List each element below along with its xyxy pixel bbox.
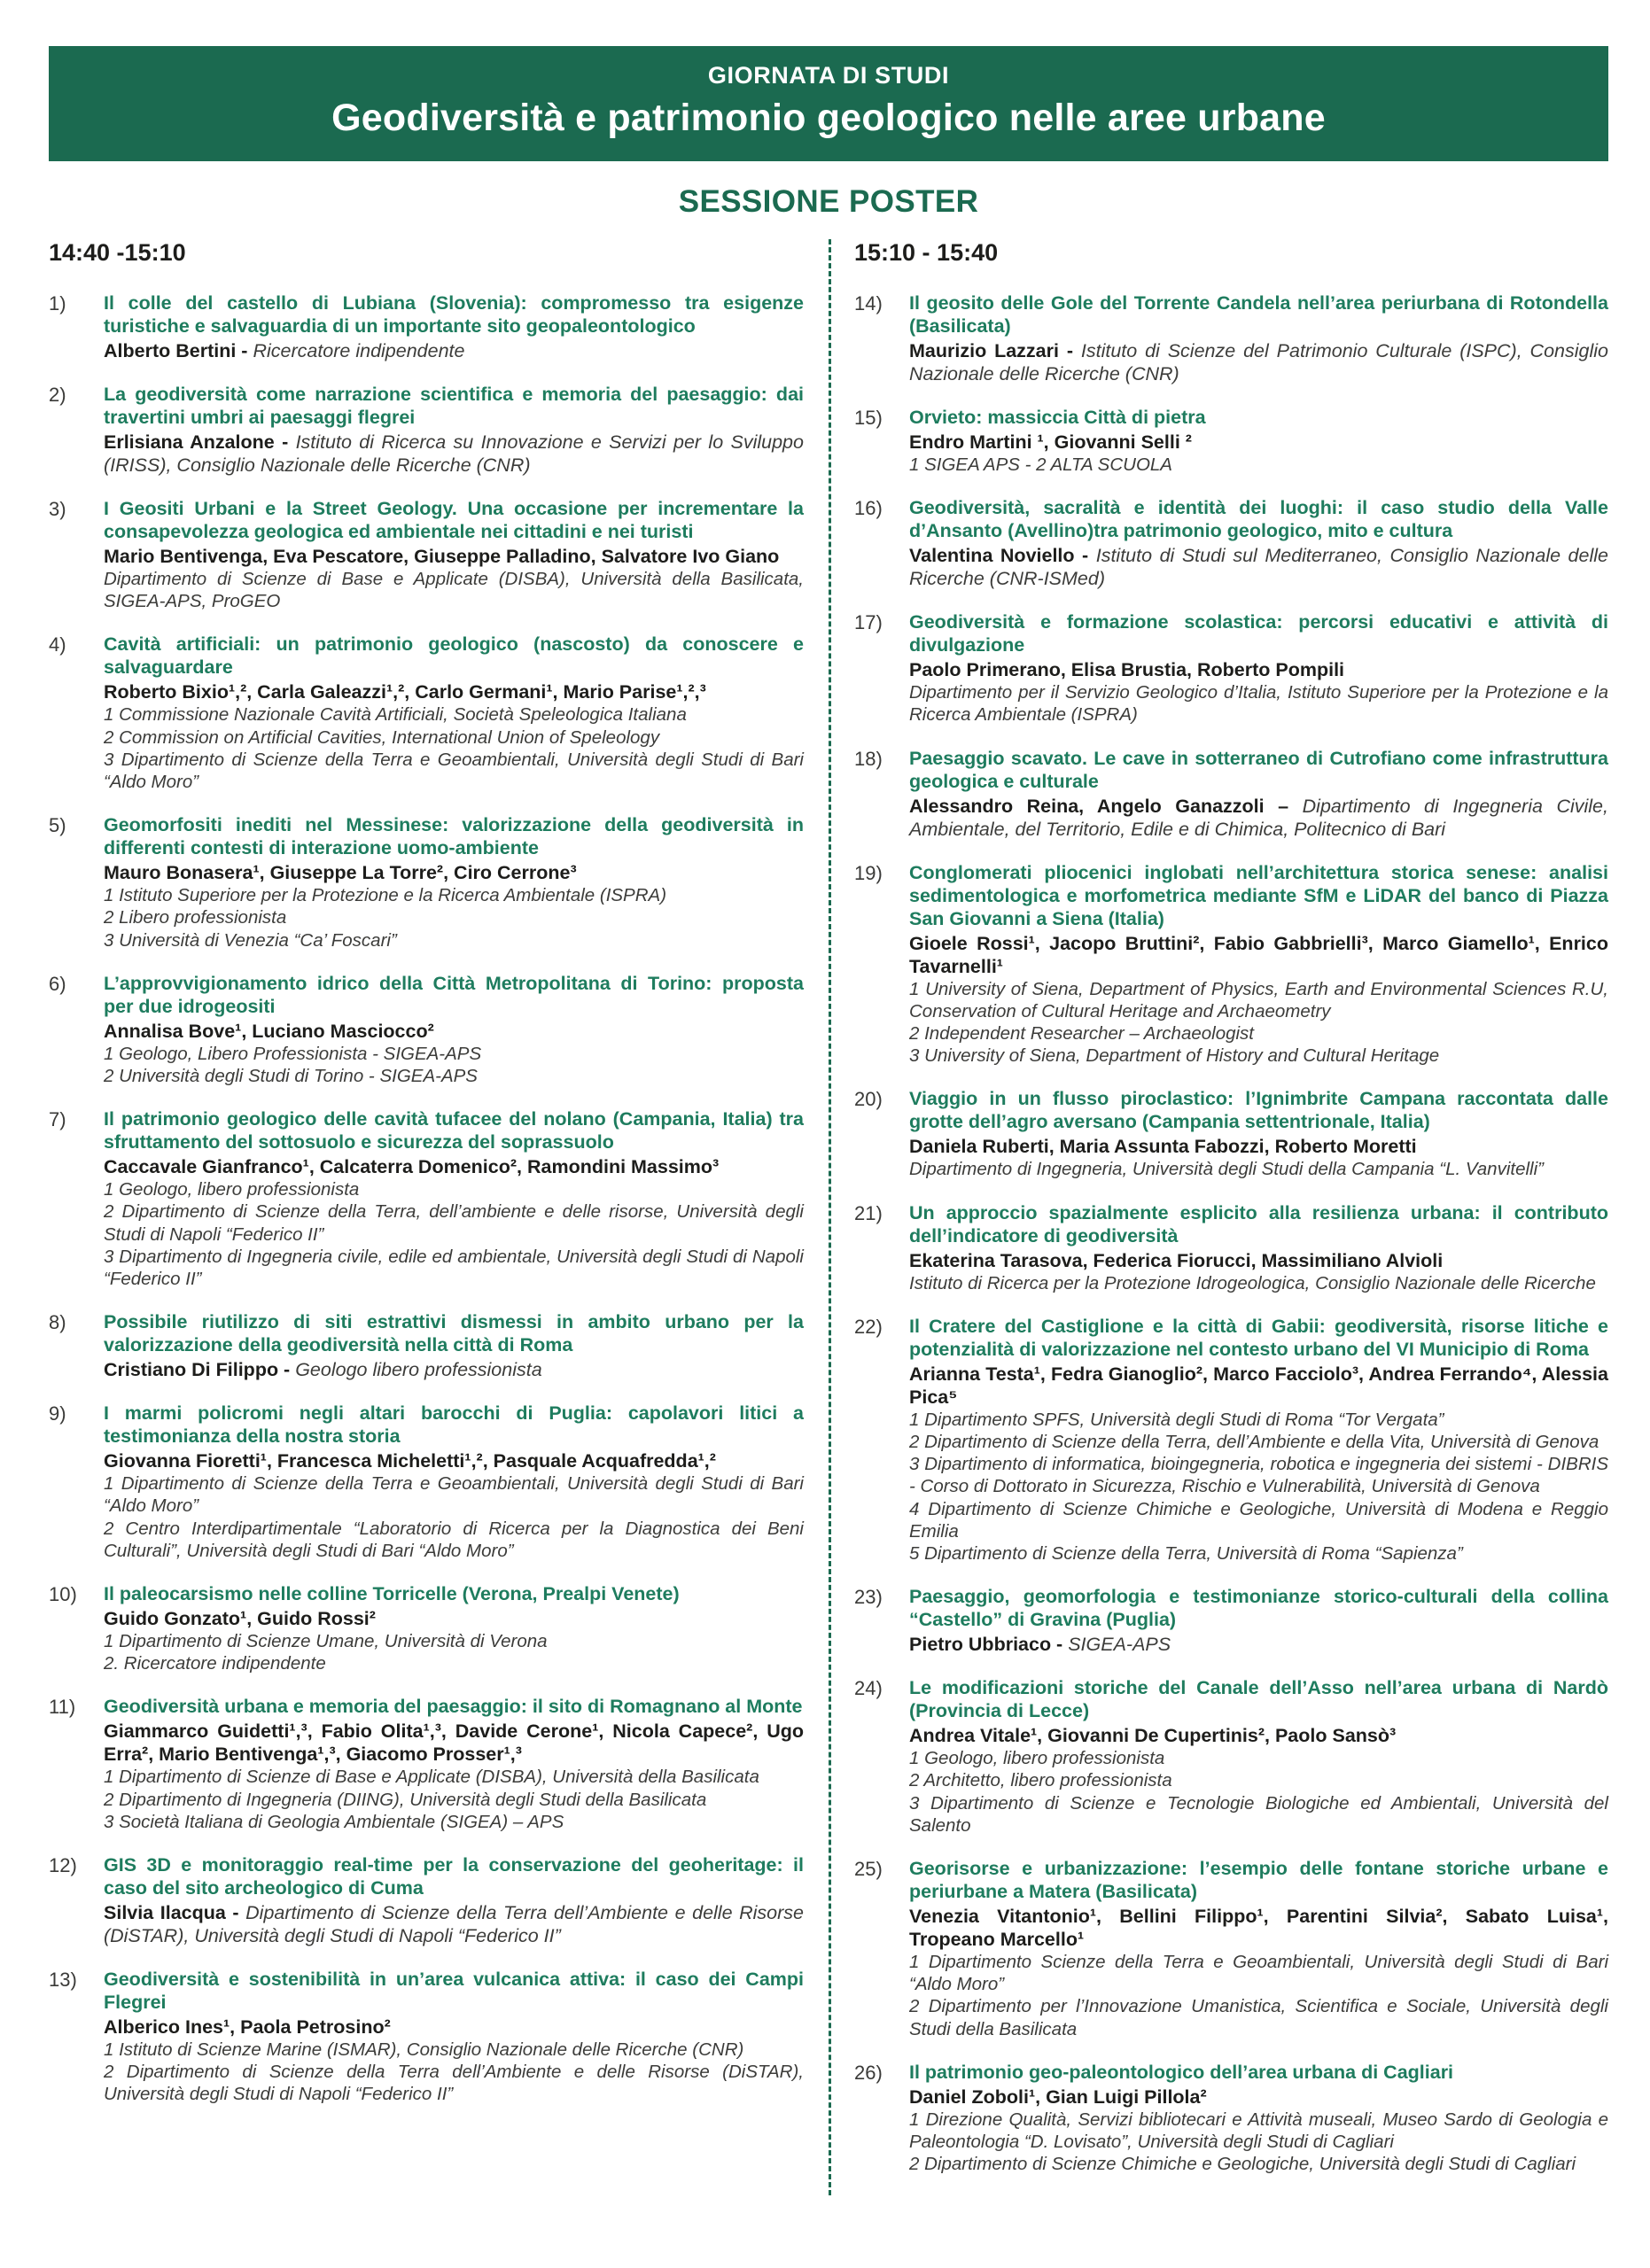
poster-item bbox=[49, 1107, 804, 1290]
item-author-names: Mauro Bonasera¹, Giuseppe La Torre², Ciro Cerrone³ bbox=[104, 862, 577, 884]
item-affiliation: Dipartimento di Ingegneria, Università degli Studi della Campania “L. Vanvitelli” bbox=[909, 1159, 1544, 1180]
poster-item bbox=[49, 1582, 804, 1674]
item-body bbox=[909, 1676, 1608, 1837]
item-authors bbox=[909, 658, 1608, 681]
item-author-names: Alberico Ines¹, Paola Petrosino² bbox=[104, 2016, 391, 2039]
item-title: L’approvvigionamento idrico della Città Metropolitana di Torino: proposta per due idrogeositi bbox=[104, 972, 804, 1017]
poster-item bbox=[49, 633, 804, 793]
item-authors bbox=[909, 2085, 1608, 2109]
item-author-names: Ekaterina Tarasova, Federica Fiorucci, Massimiliano Alvioli bbox=[909, 1249, 1444, 1271]
item-author-names: Daniela Ruberti, Maria Assunta Fabozzi, Roberto Moretti bbox=[909, 1136, 1417, 1158]
item-affiliation-inline: Istituto di Ricerca su Innovazione e Servizi per lo Sviluppo (IRISS), Consiglio Nazionale delle Ricerche (CNR) bbox=[104, 431, 804, 476]
item-number: 10) bbox=[49, 1583, 77, 1606]
item-affiliation: 5 Dipartimento di Scienze della Terra, Università di Roma “Sapienza” bbox=[909, 1543, 1463, 1565]
item-body bbox=[104, 1582, 804, 1674]
item-affiliation: 2 Dipartimento di Scienze della Terra, dell’ambiente e delle risorse, Università degli Studi di Napoli “Federico II” bbox=[104, 1201, 804, 1245]
item-title: Il patrimonio geologico delle cavità tufacee del nolano (Campania, Italia) tra sfruttamento del sottosuolo e sicurezza del soprassuolo bbox=[104, 1108, 804, 1153]
item-list-right bbox=[854, 291, 1608, 2175]
item-body bbox=[104, 972, 804, 1087]
item-author-names: Annalisa Bove¹, Luciano Masciocco² bbox=[104, 1020, 434, 1042]
item-affiliation: 1 Dipartimento di Scienze Umane, Università di Verona bbox=[104, 1631, 548, 1652]
poster-item bbox=[49, 291, 804, 362]
item-title: Geodiversità e sostenibilità in un’area vulcanica attiva: il caso dei Campi Flegrei bbox=[104, 1969, 804, 2014]
item-affiliation: 2 Dipartimento di Scienze della Terra dell’Ambiente e delle Risorse (DiSTAR), Università degli Studi di Napoli “Federico II” bbox=[104, 2062, 804, 2105]
item-title: Un approccio spazialmente esplicito alla resilienza urbana: il contributo dell’indicatore di geodiversità bbox=[909, 1201, 1608, 1247]
item-number: 24) bbox=[854, 1677, 883, 1700]
item-affiliation-inline: Dipartimento di Ingegneria Civile, Ambientale, del Territorio, Edile e di Chimica, Politecnico di Bari bbox=[909, 795, 1608, 840]
poster-item bbox=[49, 1695, 804, 1833]
item-body bbox=[909, 1201, 1608, 1294]
item-body bbox=[909, 2061, 1608, 2176]
item-authors bbox=[909, 1135, 1608, 1158]
item-authors bbox=[104, 1720, 804, 1766]
item-body bbox=[104, 497, 804, 612]
item-number: 4) bbox=[49, 633, 66, 656]
item-author-names: Paolo Primerano, Elisa Brustia, Roberto Pompili bbox=[909, 659, 1345, 681]
item-body bbox=[909, 1585, 1608, 1656]
time-slot-right: 15:10 - 15:40 bbox=[854, 239, 999, 266]
item-title: Georisorse e urbanizzazione: l’esempio delle fontane storiche urbane e periurbane a Matera (Basilicata) bbox=[909, 1858, 1608, 1903]
poster-item bbox=[854, 291, 1608, 385]
item-body bbox=[909, 1087, 1608, 1180]
item-authors bbox=[104, 431, 804, 477]
item-affiliation: 3 Dipartimento di Ingegneria civile, edile ed ambientale, Università degli Studi di Napoli “Federico II” bbox=[104, 1246, 804, 1290]
item-affiliation: 2 Dipartimento di Scienze della Terra, dell’Ambiente e della Vita, Università di Genova bbox=[909, 1432, 1599, 1453]
item-title: Il Cratere del Castiglione e la città di Gabii: geodiversità, risorse litiche e potenzialità di valorizzazione nel contesto urbano del VI Municipio di Roma bbox=[909, 1315, 1608, 1360]
item-affiliation: 2 Dipartimento di Ingegneria (DIING), Università degli Studi della Basilicata bbox=[104, 1789, 707, 1810]
item-number: 9) bbox=[49, 1402, 66, 1425]
item-author-names: Maurizio Lazzari - bbox=[909, 340, 1073, 361]
item-body bbox=[909, 496, 1608, 590]
item-affiliation: 2 Dipartimento per l’Innovazione Umanistica, Scientifica e Sociale, Università degli Studi della Basilicata bbox=[909, 1996, 1608, 2039]
item-affiliation: 1 Commissione Nazionale Cavità Artificiali, Società Speleologica Italiana bbox=[104, 704, 687, 726]
item-body bbox=[104, 1968, 804, 2106]
event-kicker: GIORNATA DI STUDI bbox=[707, 62, 950, 89]
item-authors bbox=[104, 1901, 804, 1947]
item-title: Geodiversità e formazione scolastica: percorsi educativi e attività di divulgazione bbox=[909, 611, 1608, 656]
item-affiliation: 1 Geologo, Libero Professionista - SIGEA-APS bbox=[104, 1043, 482, 1064]
item-affiliation: 1 Geologo, libero professionista bbox=[909, 1748, 1165, 1769]
item-body bbox=[909, 610, 1608, 726]
item-body bbox=[104, 1695, 804, 1833]
item-affiliation: 3 University of Siena, Department of History and Cultural Heritage bbox=[909, 1045, 1440, 1067]
item-affiliation: 2 Libero professionista bbox=[104, 907, 287, 928]
item-affiliation: 2 Centro Interdipartimentale “Laboratorio di Ricerca per la Diagnostica dei Beni Culturali”, Università degli Studi di Bari “Aldo Moro” bbox=[104, 1518, 804, 1561]
item-body bbox=[104, 383, 804, 477]
item-author-names: Roberto Bixio¹,², Carla Galeazzi¹,², Carlo Germani¹, Mario Parise¹,²,³ bbox=[104, 681, 706, 703]
item-affiliation-inline: Ricercatore indipendente bbox=[253, 340, 465, 361]
item-body bbox=[909, 406, 1608, 476]
item-number: 6) bbox=[49, 972, 66, 995]
item-authors bbox=[909, 544, 1608, 590]
item-number: 17) bbox=[854, 611, 883, 634]
item-title: I Geositi Urbani e la Street Geology. Una occasione per incrementare la consapevolezza geologica ed ambientale nei cittadini e nei turisti bbox=[104, 498, 804, 542]
item-list-left bbox=[49, 291, 804, 2106]
item-affiliation: 4 Dipartimento di Scienze Chimiche e Geologiche, Università di Modena e Reggio Emilia bbox=[909, 1498, 1608, 1542]
item-affiliation: 1 SIGEA APS - 2 ALTA SCUOLA bbox=[909, 454, 1172, 475]
item-affiliation-inline: Geologo libero professionista bbox=[295, 1359, 542, 1381]
item-author-names: Arianna Testa¹, Fedra Gianoglio², Marco Facciolo³, Andrea Ferrando⁴, Alessia Pica⁵ bbox=[909, 1363, 1608, 1408]
item-affiliation: 3 Dipartimento di Scienze della Terra e Geoambientali, Università degli Studi di Bari “Aldo Moro” bbox=[104, 749, 804, 793]
event-title: Geodiversità e patrimonio geologico nelle aree urbane bbox=[331, 97, 1326, 139]
poster-item bbox=[854, 1857, 1608, 2040]
item-number: 2) bbox=[49, 384, 66, 406]
item-body bbox=[104, 1310, 804, 1381]
item-author-names: Daniel Zoboli¹, Gian Luigi Pillola² bbox=[909, 2085, 1207, 2108]
item-title: Geodiversità urbana e memoria del paesaggio: il sito di Romagnano al Monte bbox=[104, 1696, 803, 1718]
poster-item bbox=[49, 972, 804, 1087]
item-title: Il geosito delle Gole del Torrente Candela nell’area periurbana di Rotondella (Basilicata) bbox=[909, 292, 1608, 337]
poster-item bbox=[49, 497, 804, 612]
item-number: 22) bbox=[854, 1315, 883, 1338]
item-author-names: Alessandro Reina, Angelo Ganazzoli – bbox=[909, 795, 1289, 817]
item-title: I marmi policromi negli altari barocchi di Puglia: capolavori litici a testimonianza della nostra storia bbox=[104, 1402, 804, 1448]
item-author-names: Silvia Ilacqua - bbox=[104, 1902, 239, 1924]
poster-item bbox=[49, 383, 804, 477]
item-affiliation: 1 Dipartimento di Scienze della Terra e Geoambientali, Università degli Studi di Bari “Aldo Moro” bbox=[104, 1473, 804, 1517]
poster-item bbox=[854, 1087, 1608, 1180]
item-title: Il paleocarsismo nelle colline Torricelle (Verona, Prealpi Venete) bbox=[104, 1583, 680, 1605]
item-number: 8) bbox=[49, 1311, 66, 1334]
item-body bbox=[104, 813, 804, 951]
item-title: Conglomerati pliocenici inglobati nell’architettura storica senese: analisi sedimentologica e morfometrica mediante SfM e LiDAR del banco di Piazza San Giovanni a Siena (Italia) bbox=[909, 861, 1608, 929]
poster-item bbox=[854, 610, 1608, 726]
item-authors bbox=[909, 932, 1608, 978]
item-author-names: Giovanna Fioretti¹, Francesca Micheletti¹,², Pasquale Acquafredda¹,² bbox=[104, 1450, 716, 1472]
item-author-names: Pietro Ubbriaco - bbox=[909, 1634, 1063, 1656]
session-title: SESSIONE POSTER bbox=[678, 184, 979, 219]
item-title: Il colle del castello di Lubiana (Slovenia): compromesso tra esigenze turistiche e salvaguardia di un importante sito geopaleontologico bbox=[104, 292, 804, 337]
item-number: 7) bbox=[49, 1108, 66, 1131]
item-body bbox=[909, 861, 1608, 1068]
poster-item bbox=[854, 747, 1608, 841]
item-body bbox=[104, 291, 804, 362]
item-authors bbox=[909, 795, 1608, 841]
poster-item bbox=[854, 2061, 1608, 2176]
item-number: 1) bbox=[49, 292, 66, 315]
item-number: 12) bbox=[49, 1854, 77, 1877]
item-author-names: Gioele Rossi¹, Jacopo Bruttini², Fabio Gabbrielli³, Marco Giamello¹, Enrico Tavarnelli¹ bbox=[909, 932, 1608, 977]
poster-item bbox=[854, 861, 1608, 1068]
item-affiliation: Dipartimento per il Servizio Geologico d’Italia, Istituto Superiore per la Protezione e la Ricerca Ambientale (ISPRA) bbox=[909, 682, 1608, 726]
item-number: 15) bbox=[854, 407, 883, 429]
item-affiliation: 2. Ricercatore indipendente bbox=[104, 1653, 326, 1674]
time-slot-left: 14:40 -15:10 bbox=[49, 239, 186, 266]
item-authors bbox=[104, 339, 804, 362]
item-author-names: Cristiano Di Filippo - bbox=[104, 1359, 291, 1381]
item-authors bbox=[104, 1449, 804, 1472]
poster-item bbox=[854, 1676, 1608, 1837]
item-authors bbox=[104, 1020, 804, 1043]
poster-item bbox=[854, 1315, 1608, 1565]
item-number: 23) bbox=[854, 1586, 883, 1609]
item-author-names: Mario Bentivenga, Eva Pescatore, Giuseppe Palladino, Salvatore Ivo Giano bbox=[104, 546, 780, 567]
item-number: 26) bbox=[854, 2061, 883, 2084]
item-authors bbox=[104, 1607, 804, 1630]
item-affiliation: 1 Istituto Superiore per la Protezione e la Ricerca Ambientale (ISPRA) bbox=[104, 885, 667, 906]
item-authors bbox=[104, 680, 804, 703]
item-number: 16) bbox=[854, 497, 883, 520]
item-authors bbox=[104, 1358, 804, 1381]
poster-item bbox=[854, 1585, 1608, 1656]
item-affiliation: Dipartimento di Scienze di Base e Applicate (DISBA), Università della Basilicata, SIGEA-APS, ProGEO bbox=[104, 569, 804, 612]
item-body bbox=[909, 1315, 1608, 1565]
event-banner bbox=[49, 46, 1608, 161]
item-title: Orvieto: massiccia Città di pietra bbox=[909, 407, 1206, 428]
item-number: 18) bbox=[854, 747, 883, 770]
item-affiliation: 1 Dipartimento SPFS, Università degli Studi di Roma “Tor Vergata” bbox=[909, 1409, 1444, 1430]
item-title: Possibile riutilizzo di siti estrattivi dismessi in ambito urbano per la valorizzazione della geodiversità nella città di Roma bbox=[104, 1311, 804, 1356]
item-author-names: Valentina Noviello - bbox=[909, 545, 1089, 567]
poster-item bbox=[854, 1201, 1608, 1294]
poster-item bbox=[49, 1310, 804, 1381]
item-authors bbox=[909, 431, 1608, 454]
item-affiliation: 3 Società Italiana di Geologia Ambientale (SIGEA) – APS bbox=[104, 1811, 564, 1832]
item-title: Paesaggio, geomorfologia e testimonianze storico-culturali della collina “Castello” di Gravina (Puglia) bbox=[909, 1586, 1608, 1631]
item-author-names: Andrea Vitale¹, Giovanni De Cupertinis², Paolo Sansò³ bbox=[909, 1725, 1397, 1747]
column-right bbox=[829, 239, 1608, 2195]
item-affiliation: 2 Commission on Artificial Cavities, International Union of Speleology bbox=[104, 726, 660, 748]
item-affiliation: 1 Geologo, libero professionista bbox=[104, 1179, 360, 1200]
item-title: GIS 3D e monitoraggio real-time per la conservazione del geoheritage: il caso del sito archeologico di Cuma bbox=[104, 1854, 804, 1899]
item-authors bbox=[909, 1905, 1608, 1951]
item-affiliation: 1 Dipartimento di Scienze di Base e Applicate (DISBA), Università della Basilicata bbox=[104, 1767, 759, 1788]
item-body bbox=[104, 1107, 804, 1290]
item-affiliation: 1 University of Siena, Department of Physics, Earth and Environmental Sciences R.U, Conservation of Cultural Heritage and Archaeometry bbox=[909, 978, 1608, 1021]
item-affiliation-inline: SIGEA-APS bbox=[1068, 1634, 1171, 1656]
item-affiliation: 3 Dipartimento di informatica, bioingegneria, robotica e ingegneria dei sistemi - DIBRIS - Corso di Dottorato in Sicurezza, Rischio e Vulnerabilità, Università di Genova bbox=[909, 1454, 1608, 1497]
item-author-names: Giammarco Guidetti¹,³, Fabio Olita¹,³, Davide Cerone¹, Nicola Capece², Ugo Erra², Mario Bentivenga¹,³, Giacomo Prosser¹,³ bbox=[104, 1720, 804, 1766]
item-author-names: Guido Gonzato¹, Guido Rossi² bbox=[104, 1608, 376, 1630]
column-left bbox=[49, 239, 829, 2195]
item-author-names: Caccavale Gianfranco¹, Calcaterra Domenico², Ramondini Massimo³ bbox=[104, 1156, 720, 1178]
poster-item bbox=[854, 406, 1608, 476]
item-number: 5) bbox=[49, 814, 66, 837]
item-authors bbox=[104, 2016, 804, 2039]
item-author-names: Venezia Vitantonio¹, Bellini Filippo¹, Parentini Silvia², Sabato Luisa¹, Tropeano Marcello¹ bbox=[909, 1906, 1608, 1951]
item-number: 25) bbox=[854, 1858, 883, 1881]
item-author-names: Alberto Bertini - bbox=[104, 340, 248, 361]
item-title: Paesaggio scavato. Le cave in sotterraneo di Cutrofiano come infrastruttura geologica e culturale bbox=[909, 747, 1608, 792]
item-body bbox=[909, 747, 1608, 841]
schedule-columns bbox=[49, 239, 1608, 2195]
item-number: 21) bbox=[854, 1201, 883, 1224]
item-author-names: Erlisiana Anzalone - bbox=[104, 431, 289, 453]
item-body bbox=[104, 1402, 804, 1562]
item-authors bbox=[909, 1724, 1608, 1747]
item-affiliation: 2 Dipartimento di Scienze Chimiche e Geologiche, Università degli Studi di Cagliari bbox=[909, 2154, 1576, 2175]
poster-item bbox=[49, 1853, 804, 1947]
item-affiliation-inline: Istituto di Scienze del Patrimonio Culturale (ISPC), Consiglio Nazionale delle Ricerche (CNR) bbox=[909, 340, 1608, 384]
item-title: Le modificazioni storiche del Canale dell’Asso nell’area urbana di Nardò (Provincia di Lecce) bbox=[909, 1677, 1608, 1722]
item-affiliation: 3 Dipartimento di Scienze e Tecnologie Biologiche ed Ambientali, Università del Salento bbox=[909, 1792, 1608, 1836]
item-title: Viaggio in un flusso piroclastico: l’Ignimbrite Campana raccontata dalle grotte dell’agro aversano (Campania settentrionale, Italia) bbox=[909, 1088, 1608, 1133]
item-affiliation: 1 Dipartimento Scienze della Terra e Geoambientali, Università degli Studi di Bari “Aldo Moro” bbox=[909, 1952, 1608, 1995]
poster-item bbox=[854, 496, 1608, 590]
item-affiliation: 3 Università di Venezia “Ca’ Foscari” bbox=[104, 929, 397, 951]
poster-item bbox=[49, 1968, 804, 2106]
item-number: 20) bbox=[854, 1088, 883, 1111]
item-affiliation: 2 Architetto, libero professionista bbox=[909, 1770, 1172, 1791]
item-title: Geodiversità, sacralità e identità dei luoghi: il caso studio della Valle d’Ansanto (Avellino)tra patrimonio geologico, mito e cultura bbox=[909, 497, 1608, 542]
item-affiliation: Istituto di Ricerca per la Protezione Idrogeologica, Consiglio Nazionale delle Ricerche bbox=[909, 1272, 1596, 1293]
item-authors bbox=[104, 1155, 804, 1178]
item-body bbox=[909, 1857, 1608, 2040]
item-body bbox=[104, 633, 804, 793]
item-affiliation: 1 Direzione Qualità, Servizi bibliotecari e Attività museali, Museo Sardo di Geologia e Paleontologia “D. Lovisato”, Università degli Studi di Cagliari bbox=[909, 2109, 1608, 2153]
item-number: 14) bbox=[854, 292, 883, 315]
item-authors bbox=[104, 545, 804, 568]
poster-item bbox=[49, 813, 804, 951]
item-author-names: Endro Martini ¹, Giovanni Selli ² bbox=[909, 431, 1192, 453]
item-authors bbox=[909, 1633, 1608, 1656]
item-affiliation-inline: Istituto di Studi sul Mediterraneo, Consiglio Nazionale delle Ricerche (CNR-ISMed) bbox=[909, 545, 1608, 590]
item-affiliation: 2 Independent Researcher – Archaeologist bbox=[909, 1023, 1254, 1045]
item-authors bbox=[104, 861, 804, 884]
poster-item bbox=[49, 1402, 804, 1562]
item-affiliation: 2 Università degli Studi di Torino - SIGEA-APS bbox=[104, 1066, 478, 1087]
item-body bbox=[104, 1853, 804, 1947]
item-authors bbox=[909, 1363, 1608, 1409]
item-number: 13) bbox=[49, 1969, 77, 1992]
item-authors bbox=[909, 1249, 1608, 1272]
item-number: 3) bbox=[49, 498, 66, 520]
item-number: 19) bbox=[854, 861, 883, 884]
item-body bbox=[909, 291, 1608, 385]
item-title: La geodiversità come narrazione scientifica e memoria del paesaggio: dai travertini umbri ai paesaggi flegrei bbox=[104, 384, 804, 428]
item-title: Il patrimonio geo-paleontologico dell’area urbana di Cagliari bbox=[909, 2061, 1454, 2083]
item-affiliation-inline: Dipartimento di Scienze della Terra dell’Ambiente e delle Risorse (DiSTAR), Università degli Studi di Napoli “Federico II” bbox=[104, 1902, 804, 1947]
item-authors bbox=[909, 339, 1608, 385]
item-number: 11) bbox=[49, 1696, 76, 1719]
item-title: Geomorfositi inediti nel Messinese: valorizzazione della geodiversità in differenti contesti di interazione uomo-ambiente bbox=[104, 814, 804, 859]
item-title: Cavità artificiali: un patrimonio geologico (nascosto) da conoscere e salvaguardare bbox=[104, 633, 804, 679]
item-affiliation: 1 Istituto di Scienze Marine (ISMAR), Consiglio Nazionale delle Ricerche (CNR) bbox=[104, 2039, 744, 2061]
